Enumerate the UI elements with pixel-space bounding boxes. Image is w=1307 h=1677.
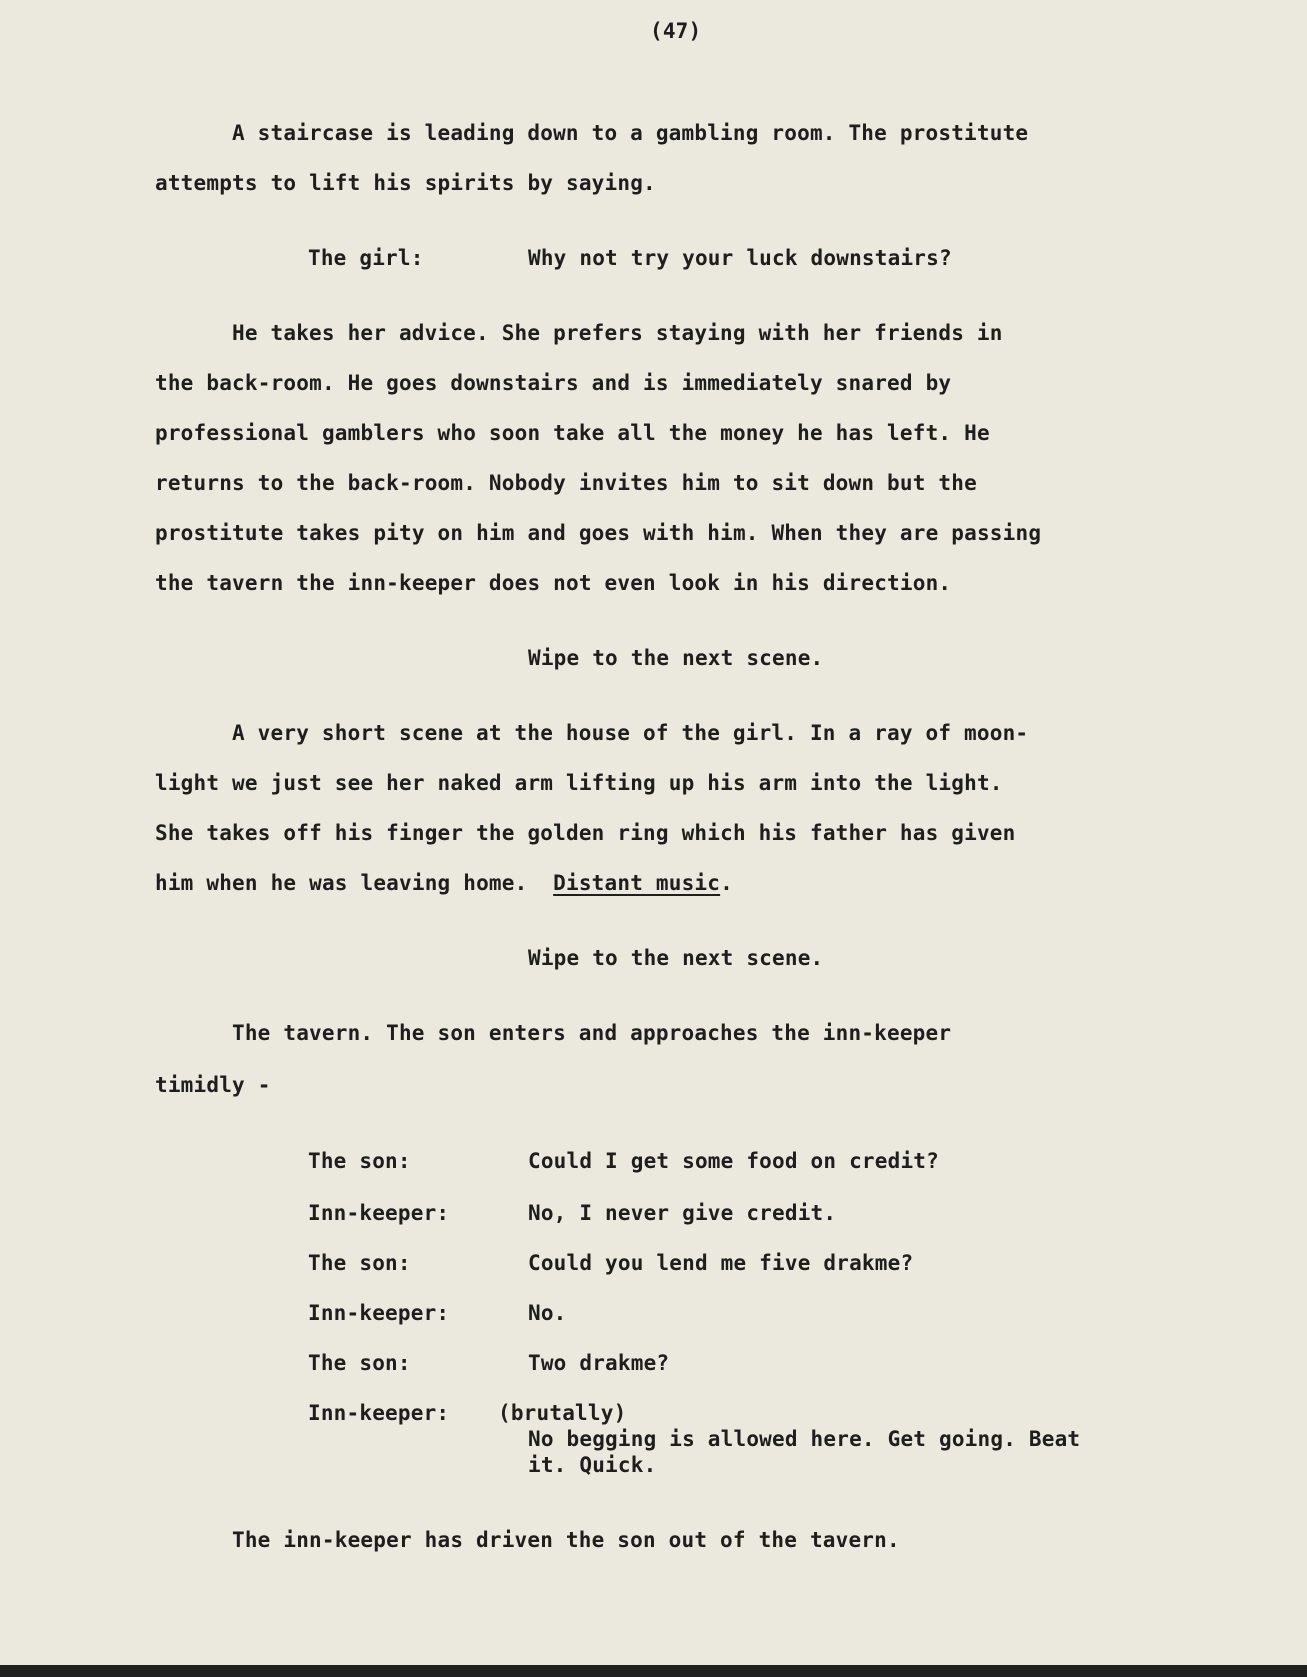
paragraph-4-line-2: timidly - — [155, 1073, 271, 1097]
paragraph-3-line-4 — [155, 870, 733, 896]
paragraph-3-line-2: light we just see her naked arm lifting up his arm into the light. — [155, 771, 1003, 795]
paragraph-2-line-3: professional gamblers who soon take all the money he has left. He — [155, 421, 990, 445]
dialogue-line: Why not try your luck downstairs? — [528, 246, 952, 270]
dialogue-speaker: The son: — [308, 1351, 411, 1375]
paragraph-2-line-1: He takes her advice. She prefers staying with her friends in — [232, 321, 1003, 345]
dialogue-speaker: Inn-keeper: — [308, 1201, 450, 1225]
paragraph-1-line-2: attempts to lift his spirits by saying. — [155, 171, 656, 195]
paragraph-3-line-4-text: him when he was leaving home. — [155, 871, 528, 895]
paragraph-2-line-5: prostitute takes pity on him and goes with him. When they are passing — [155, 521, 1042, 545]
stage-direction: (brutally) — [498, 1401, 627, 1425]
underlined-cue: Distant music — [553, 871, 721, 895]
dialogue-line: No, I never give credit. — [528, 1201, 837, 1225]
paragraph-2-line-6: the tavern the inn-keeper does not even look in his direction. — [155, 571, 952, 595]
page-number: (47) — [650, 19, 702, 43]
dialogue-line: it. Quick. — [528, 1453, 657, 1477]
dialogue-speaker: The son: — [308, 1149, 411, 1173]
scene-transition: Wipe to the next scene. — [528, 946, 824, 970]
dialogue-speaker: Inn-keeper: — [308, 1401, 450, 1425]
dialogue-line: No begging is allowed here. Get going. Beat — [528, 1427, 1081, 1451]
dialogue-speaker: The son: — [308, 1251, 411, 1275]
dialogue-line: Two drakme? — [528, 1351, 670, 1375]
paragraph-2-line-2: the back-room. He goes downstairs and is immediately snared by — [155, 371, 952, 395]
paragraph-3-line-3: She takes off his finger the golden ring which his father has given — [155, 821, 1016, 845]
dialogue-line: Could you lend me five drakme? — [528, 1251, 914, 1275]
paragraph-4-line-1: The tavern. The son enters and approaches the inn-keeper — [232, 1021, 952, 1045]
cue-period: . — [720, 871, 733, 895]
page-bottom-edge — [0, 1665, 1307, 1677]
dialogue-line: No. — [528, 1301, 567, 1325]
dialogue-speaker: Inn-keeper: — [308, 1301, 450, 1325]
paragraph-1-line-1: A staircase is leading down to a gambling room. The prostitute — [232, 121, 1029, 145]
dialogue-speaker: The girl: — [308, 246, 424, 270]
scene-transition: Wipe to the next scene. — [528, 646, 824, 670]
dialogue-line: Could I get some food on credit? — [528, 1149, 939, 1173]
paragraph-2-line-4: returns to the back-room. Nobody invites him to sit down but the — [155, 471, 977, 495]
paragraph-5: The inn-keeper has driven the son out of the tavern. — [232, 1528, 900, 1552]
paragraph-3-line-1: A very short scene at the house of the girl. In a ray of moon- — [232, 721, 1029, 745]
